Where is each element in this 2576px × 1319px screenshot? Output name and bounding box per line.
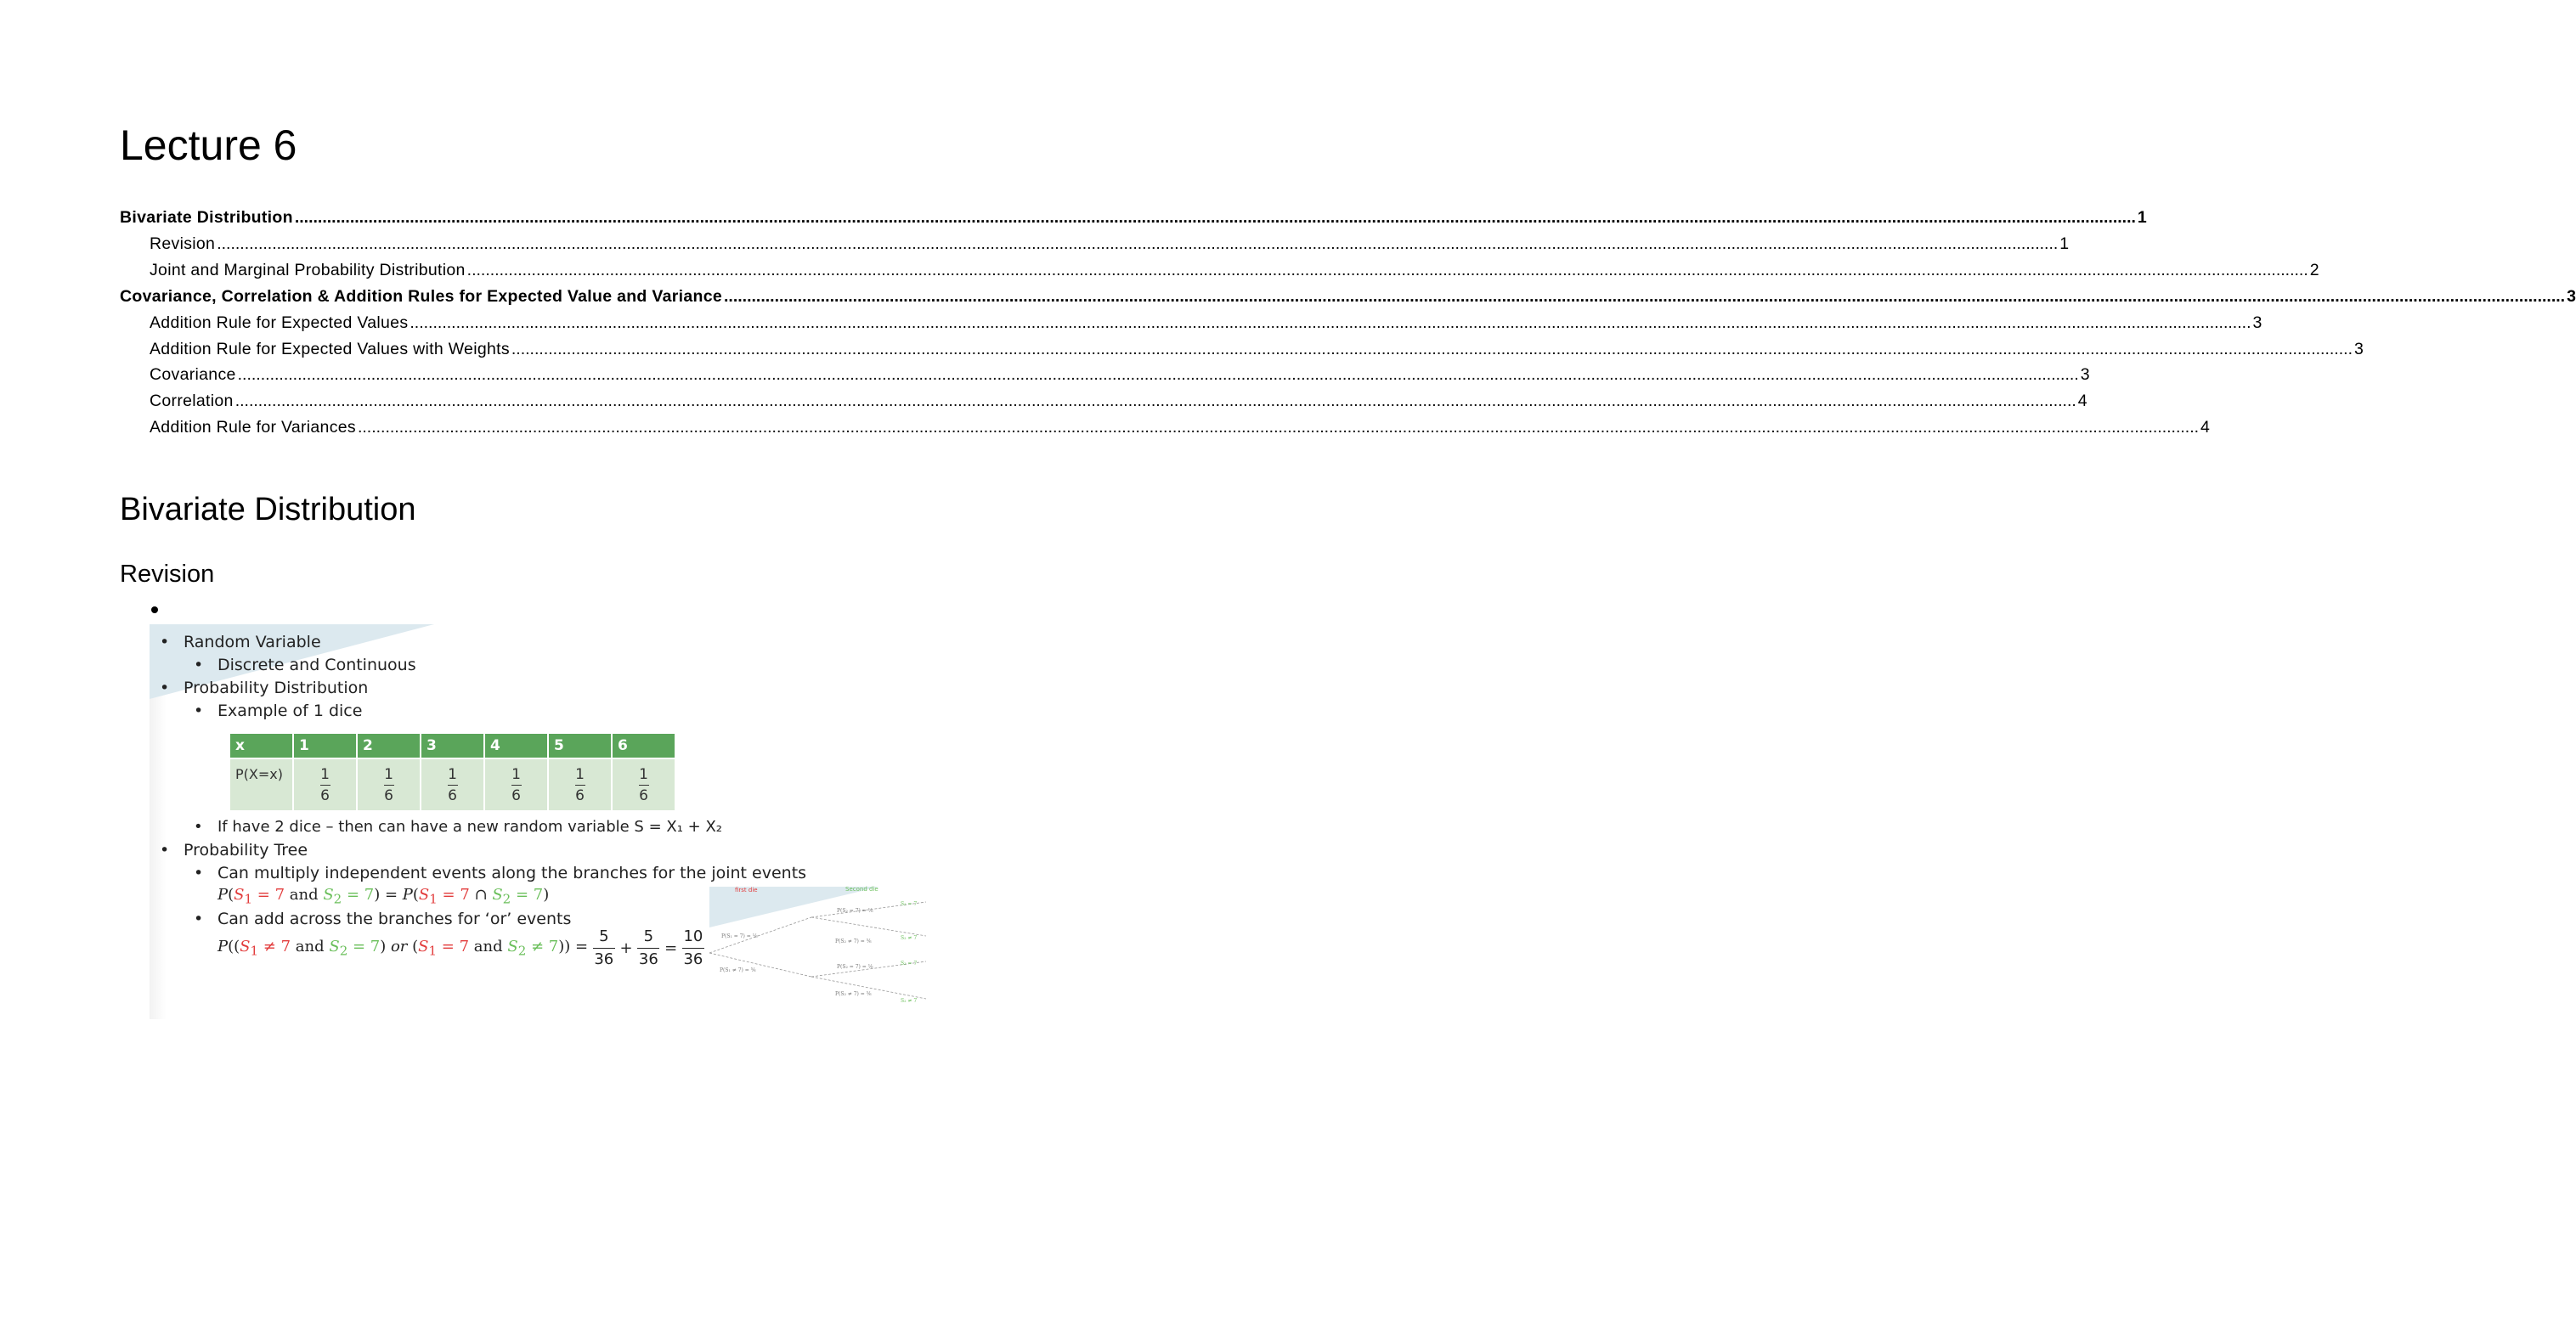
toc-entry-page: 3 bbox=[2080, 365, 2090, 385]
table-header-row bbox=[229, 733, 675, 758]
svg-text:P(S₂ ≠ 7) = ⅚: P(S₂ ≠ 7) = ⅚ bbox=[835, 939, 872, 944]
toc-entry[interactable] bbox=[150, 359, 2090, 385]
table-row bbox=[229, 758, 675, 811]
svg-text:P(S₂ ≠ 7) = ⅚: P(S₂ ≠ 7) = ⅚ bbox=[835, 991, 872, 997]
table-header-cell: 2 bbox=[357, 733, 421, 758]
toc-entry[interactable] bbox=[120, 202, 2148, 228]
tree-label-second-die: Second die bbox=[845, 886, 878, 893]
slide-bullet-probability-distribution: • Probability Distribution bbox=[184, 679, 368, 697]
toc-entry-label: Addition Rule for Expected Values bbox=[150, 313, 409, 332]
fraction-numerator: 1 bbox=[575, 765, 585, 783]
slide-sub-multiply: • Can multiply independent events along the branches for the joint events bbox=[217, 864, 806, 882]
toc-entry-label: Joint and Marginal Probability Distribution bbox=[150, 260, 466, 279]
joint-probability-formula: $P(S_1 = 7$ and $S_2 = 7) = P(S_1 = 7$ ∩ $S_2 = 7$) bbox=[217, 886, 550, 907]
fraction-term-2: $\frac{5}{36}$ bbox=[638, 927, 658, 968]
probability-tree-diagram bbox=[709, 883, 927, 1017]
toc-entry[interactable] bbox=[150, 228, 2070, 254]
toc-entry-label: Revision bbox=[150, 234, 216, 253]
toc-entry-label: Addition Rule for Variances bbox=[150, 418, 356, 437]
slide-sub-example: • Example of 1 dice bbox=[217, 702, 362, 720]
fraction-bar bbox=[448, 785, 458, 786]
toc-entry[interactable] bbox=[120, 281, 2576, 307]
table-header-cell: 5 bbox=[548, 733, 612, 758]
table-header-cell: 1 bbox=[293, 733, 357, 758]
table-cell bbox=[293, 758, 357, 811]
fraction-bar bbox=[384, 785, 394, 786]
fraction-denominator: 6 bbox=[320, 786, 330, 804]
toc-entry-page: 1 bbox=[2059, 234, 2070, 253]
svg-text:S₂ = 7: S₂ = 7 bbox=[901, 901, 918, 907]
bullet-point bbox=[151, 606, 158, 613]
toc-leader-dots: ................................................................................................................................................................................................................................................................................................................................................................................................................ bbox=[466, 260, 2308, 279]
toc-entry-page: 4 bbox=[2077, 392, 2087, 411]
toc-entry[interactable] bbox=[150, 255, 2319, 280]
table-cell bbox=[357, 758, 421, 811]
toc-entry-page: 3 bbox=[2567, 286, 2576, 306]
svg-text:S₂ ≠ 7: S₂ ≠ 7 bbox=[901, 998, 918, 1004]
document-title: Lecture 6 bbox=[120, 121, 297, 169]
svg-text:P(S₁ ≠ 7) = ⅚: P(S₁ ≠ 7) = ⅚ bbox=[720, 967, 756, 973]
toc-entry-page: 3 bbox=[2353, 339, 2364, 358]
table-cell bbox=[484, 758, 548, 811]
fraction-numerator: 1 bbox=[448, 765, 457, 783]
fraction-numerator: 1 bbox=[511, 765, 521, 783]
fraction bbox=[448, 766, 458, 804]
heading-bivariate-distribution: Bivariate Distribution bbox=[120, 492, 416, 527]
svg-text:S₂ ≠ 7: S₂ ≠ 7 bbox=[901, 935, 918, 941]
fraction bbox=[320, 766, 330, 804]
fraction-bar bbox=[575, 785, 585, 786]
toc-entry[interactable] bbox=[150, 334, 2364, 359]
fraction bbox=[511, 766, 522, 804]
toc-entry-page: 3 bbox=[2252, 313, 2262, 332]
slide-bullet-random-variable: • Random Variable bbox=[184, 633, 321, 651]
probability-table bbox=[229, 732, 676, 812]
fraction-numerator: 1 bbox=[384, 765, 393, 783]
toc-entry-page: 1 bbox=[2137, 208, 2148, 227]
slide-image bbox=[150, 624, 927, 1019]
fraction bbox=[639, 766, 649, 804]
fraction bbox=[575, 766, 585, 804]
toc-entry[interactable] bbox=[150, 412, 2211, 437]
fraction-numerator: 1 bbox=[320, 765, 330, 783]
toc-entry-label: Addition Rule for Expected Values with Weights bbox=[150, 339, 510, 358]
toc-leader-dots: ................................................................................................................................................................................................................................................................................................................................................................................................................ bbox=[217, 234, 2059, 253]
toc-entry[interactable] bbox=[150, 307, 2262, 333]
fraction-denominator: 6 bbox=[511, 786, 521, 804]
toc-entry-label: Covariance, Correlation & Addition Rules for Expected Value and Variance bbox=[120, 286, 722, 306]
toc-entry-label: Correlation bbox=[150, 392, 234, 411]
fraction-bar bbox=[639, 785, 649, 786]
fraction-bar bbox=[320, 785, 330, 786]
table-header-cell: x bbox=[229, 733, 293, 758]
toc-entry-page: 4 bbox=[2200, 418, 2211, 437]
tree-label-first-die: first die bbox=[735, 887, 758, 893]
toc-leader-dots: ................................................................................................................................................................................................................................................................................................................................................................................................................ bbox=[410, 313, 2251, 332]
fraction-numerator: 1 bbox=[639, 765, 648, 783]
toc-leader-dots: ................................................................................................................................................................................................................................................................................................................................................................................................................ bbox=[294, 208, 2136, 227]
slide-sub-discrete: • Discrete and Continuous bbox=[217, 656, 416, 674]
fraction-bar bbox=[511, 785, 522, 786]
toc-leader-dots: ................................................................................................................................................................................................................................................................................................................................................................................................................ bbox=[234, 392, 2076, 411]
table-header-cell: 3 bbox=[421, 733, 484, 758]
heading-revision: Revision bbox=[120, 561, 215, 588]
fraction-denominator: 6 bbox=[384, 786, 393, 804]
table-cell bbox=[421, 758, 484, 811]
table-header-cell: 6 bbox=[612, 733, 675, 758]
fraction bbox=[384, 766, 394, 804]
toc-entry-label: Bivariate Distribution bbox=[120, 208, 293, 227]
svg-text:P(S₂ = 7) = ⅙: P(S₂ = 7) = ⅙ bbox=[837, 964, 873, 970]
toc-leader-dots: ................................................................................................................................................................................................................................................................................................................................................................................................................ bbox=[511, 339, 2353, 358]
slide-bullet-probability-tree: • Probability Tree bbox=[184, 841, 308, 860]
table-cell bbox=[612, 758, 675, 811]
table-row-label: P(X=x) bbox=[229, 758, 293, 811]
table-header-cell: 4 bbox=[484, 733, 548, 758]
svg-text:P(S₁ = 7) = ⅙: P(S₁ = 7) = ⅙ bbox=[721, 933, 758, 939]
toc-leader-dots: ................................................................................................................................................................................................................................................................................................................................................................................................................ bbox=[357, 418, 2200, 437]
fraction-term-1: $\frac{5}{36}$ bbox=[594, 927, 614, 968]
fraction-result: $\frac{10}{36}$ bbox=[683, 927, 703, 968]
toc-leader-dots: ................................................................................................................................................................................................................................................................................................................................................................................................................ bbox=[237, 365, 2079, 385]
table-cell bbox=[548, 758, 612, 811]
or-probability-formula: $P((S_1 \ne 7$ and $S_2 = 7$) or ($S_1 = 7$ and $S_2 \ne 7$)) = $\frac{5}{36}$ + $\frac{5}{36}$ = $\frac{10}{36}$ bbox=[217, 927, 703, 968]
fraction-denominator: 6 bbox=[448, 786, 457, 804]
toc-leader-dots: ................................................................................................................................................................................................................................................................................................................................................................................................................ bbox=[723, 286, 2566, 306]
fraction-denominator: 6 bbox=[639, 786, 648, 804]
slide-sub-add: • Can add across the branches for ‘or’ events bbox=[217, 910, 571, 928]
fraction-denominator: 6 bbox=[575, 786, 585, 804]
toc-entry-label: Covariance bbox=[150, 365, 236, 385]
slide-sub-two-dice: • If have 2 dice – then can have a new random variable S = X₁ + X₂ bbox=[217, 818, 722, 836]
svg-text:P(S₂ = 7) = ⅙: P(S₂ = 7) = ⅙ bbox=[837, 908, 873, 914]
toc-entry[interactable] bbox=[150, 386, 2087, 411]
svg-text:S₂ = 7: S₂ = 7 bbox=[901, 961, 918, 967]
toc-entry-page: 2 bbox=[2309, 260, 2319, 279]
